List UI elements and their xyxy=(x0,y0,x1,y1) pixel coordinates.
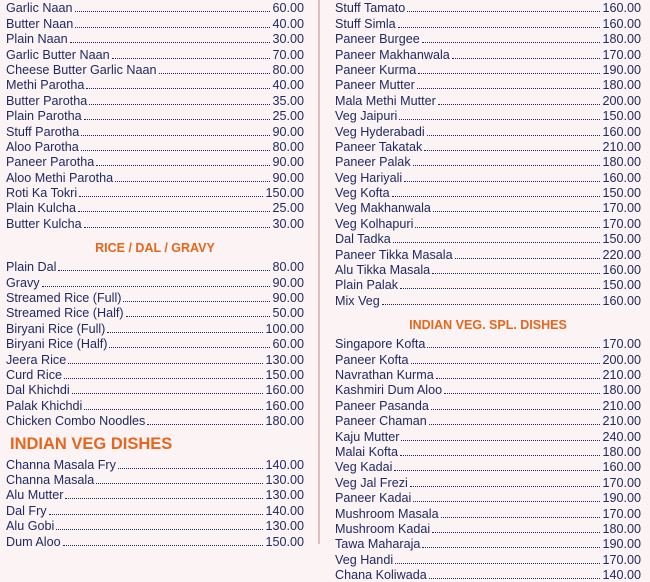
item-name: Malai Kofta xyxy=(335,444,398,459)
menu-item xyxy=(335,46,641,61)
item-price: 35.00 xyxy=(272,93,304,108)
item-name: Stuff Simla xyxy=(335,16,396,31)
item-price: 90.00 xyxy=(272,275,304,290)
dot-leader xyxy=(404,181,600,182)
menu-item xyxy=(6,0,304,15)
item-name: Butter Parotha xyxy=(6,93,88,108)
dot-leader xyxy=(96,483,263,484)
item-price: 170.00 xyxy=(602,47,641,62)
paneer-veg-list xyxy=(335,0,641,308)
dot-leader xyxy=(81,150,271,151)
item-name: Alu Tikka Masala xyxy=(335,263,431,278)
dot-leader xyxy=(89,104,270,105)
item-price: 180.00 xyxy=(602,32,641,47)
item-name: Dal Tadka xyxy=(335,232,391,247)
item-price: 150.00 xyxy=(265,534,304,549)
menu-item xyxy=(6,154,304,169)
item-name: Paneer Pasanda xyxy=(335,398,429,413)
item-name: Stuff Parotha xyxy=(6,124,80,139)
item-price: 190.00 xyxy=(602,491,641,506)
dot-leader xyxy=(418,73,600,74)
item-name: Curd Rice xyxy=(6,367,62,382)
item-name: Channa Masala Fry xyxy=(6,457,116,472)
item-price: 160.00 xyxy=(602,16,641,31)
item-name: Alu Mutter xyxy=(6,488,64,503)
menu-item xyxy=(6,15,304,30)
item-name: Alu Gobi xyxy=(6,519,55,534)
rice-dal-gravy-list xyxy=(6,259,304,428)
dot-leader xyxy=(436,378,601,379)
dot-leader xyxy=(65,498,263,499)
menu-item xyxy=(6,290,304,305)
item-price: 170.00 xyxy=(602,337,641,352)
item-name: Channa Masala xyxy=(6,472,95,487)
item-name: Palak Khichdi xyxy=(6,398,83,413)
menu-item xyxy=(335,231,641,246)
menu-item xyxy=(335,215,641,230)
menu-item xyxy=(6,92,304,107)
menu-item xyxy=(335,444,641,459)
item-price: 140.00 xyxy=(265,457,304,472)
item-name: Garlic Butter Naan xyxy=(6,47,110,62)
item-name: Paneer Chaman xyxy=(335,414,427,429)
item-price: 240.00 xyxy=(602,429,641,444)
menu-item xyxy=(6,518,304,533)
dot-leader xyxy=(394,470,600,471)
item-price: 170.00 xyxy=(602,475,641,490)
item-price: 25.00 xyxy=(272,109,304,124)
dot-leader xyxy=(444,393,600,394)
menu-item xyxy=(335,428,641,443)
menu-item xyxy=(6,62,304,77)
menu-item xyxy=(6,397,304,412)
menu-item xyxy=(335,490,641,505)
dot-leader xyxy=(75,11,271,12)
menu-item xyxy=(335,77,641,92)
item-name: Chana Koliwada xyxy=(335,568,427,582)
dot-leader xyxy=(413,501,600,502)
item-name: Plain Kulcha xyxy=(6,201,77,216)
item-name: Singapore Kofta xyxy=(335,337,426,352)
item-name: Veg Kolhapuri xyxy=(335,216,414,231)
indian-veg-spl-dishes-list xyxy=(335,336,641,582)
item-name: Dal Fry xyxy=(6,503,47,518)
breads-list xyxy=(6,0,304,231)
item-price: 140.00 xyxy=(602,568,641,582)
menu-item xyxy=(335,521,641,536)
item-name: Plain Naan xyxy=(6,32,68,47)
item-price: 90.00 xyxy=(272,124,304,139)
dot-leader xyxy=(84,227,271,228)
item-price: 80.00 xyxy=(272,139,304,154)
dot-leader xyxy=(411,363,601,364)
menu-item xyxy=(6,367,304,382)
dot-leader xyxy=(413,165,601,166)
item-price: 200.00 xyxy=(602,352,641,367)
menu-item xyxy=(6,472,304,487)
item-price: 80.00 xyxy=(272,260,304,275)
item-price: 160.00 xyxy=(602,263,641,278)
dot-leader xyxy=(410,486,601,487)
item-name: Veg Hyderabadi xyxy=(335,124,425,139)
indian-veg-dishes-heading: INDIAN VEG DISHES xyxy=(10,435,173,454)
item-name: Gravy xyxy=(6,275,40,290)
item-price: 150.00 xyxy=(265,186,304,201)
item-price: 190.00 xyxy=(602,537,641,552)
dot-leader xyxy=(400,288,600,289)
menu-item xyxy=(6,31,304,46)
item-name: Streamed Rice (Half) xyxy=(6,306,124,321)
dot-leader xyxy=(159,73,271,74)
item-price: 90.00 xyxy=(272,170,304,185)
menu-item xyxy=(6,320,304,335)
dot-leader xyxy=(427,347,600,348)
item-name: Biryani Rice (Full) xyxy=(6,321,106,336)
menu-item xyxy=(6,351,304,366)
indian-veg-dishes-list xyxy=(6,456,304,548)
item-price: 170.00 xyxy=(602,506,641,521)
menu-item xyxy=(6,108,304,123)
item-price: 30.00 xyxy=(272,32,304,47)
menu-item xyxy=(6,169,304,184)
dot-leader xyxy=(432,273,600,274)
dot-leader xyxy=(118,468,264,469)
item-price: 210.00 xyxy=(602,367,641,382)
dot-leader xyxy=(399,119,600,120)
menu-item xyxy=(335,382,641,397)
menu-item xyxy=(6,533,304,548)
menu-item xyxy=(6,77,304,92)
menu-item xyxy=(6,456,304,471)
dot-leader xyxy=(424,150,600,151)
item-name: Kaju Mutter xyxy=(335,429,400,444)
menu-item xyxy=(335,505,641,520)
item-name: Veg Jaipuri xyxy=(335,109,398,124)
item-name: Veg Kadai xyxy=(335,460,393,475)
dot-leader xyxy=(417,88,601,89)
menu-item xyxy=(6,123,304,138)
item-price: 180.00 xyxy=(602,444,641,459)
item-name: Streamed Rice (Full) xyxy=(6,291,122,306)
item-name: Tawa Maharaja xyxy=(335,537,421,552)
menu-item xyxy=(6,139,304,154)
item-price: 30.00 xyxy=(272,216,304,231)
item-price: 100.00 xyxy=(265,321,304,336)
menu-item xyxy=(335,123,641,138)
item-name: Veg Makhanwala xyxy=(335,201,431,216)
item-price: 150.00 xyxy=(602,186,641,201)
menu-item xyxy=(335,15,641,30)
item-name: Butter Kulcha xyxy=(6,216,82,231)
item-name: Veg Kofta xyxy=(335,186,390,201)
item-name: Veg Handi xyxy=(335,552,394,567)
menu-item xyxy=(335,336,641,351)
menu-item xyxy=(6,185,304,200)
menu-column-left xyxy=(6,0,304,549)
menu-item xyxy=(6,487,304,502)
item-name: Aloo Parotha xyxy=(6,139,79,154)
dot-leader xyxy=(72,393,264,394)
menu-item xyxy=(335,292,641,307)
menu-item xyxy=(335,413,641,428)
item-name: Butter Naan xyxy=(6,16,74,31)
dot-leader xyxy=(441,517,601,518)
item-name: Mushroom Kadai xyxy=(335,521,431,536)
menu-item xyxy=(335,474,641,489)
dot-leader xyxy=(86,88,270,89)
item-price: 70.00 xyxy=(272,47,304,62)
menu-item xyxy=(335,185,641,200)
dot-leader xyxy=(112,58,271,59)
menu-item xyxy=(6,336,304,351)
menu-item xyxy=(335,459,641,474)
item-price: 160.00 xyxy=(602,1,641,16)
item-price: 180.00 xyxy=(265,414,304,429)
item-price: 210.00 xyxy=(602,414,641,429)
item-price: 170.00 xyxy=(602,216,641,231)
item-price: 160.00 xyxy=(602,460,641,475)
item-name: Veg Hariyali xyxy=(335,170,403,185)
dot-leader xyxy=(407,11,600,12)
dot-leader xyxy=(431,409,601,410)
item-name: Chicken Combo Noodles xyxy=(6,414,146,429)
menu-item xyxy=(6,382,304,397)
item-name: Kashmiri Dum Aloo xyxy=(335,383,443,398)
menu-item xyxy=(335,139,641,154)
dot-leader xyxy=(452,58,601,59)
dot-leader xyxy=(64,378,263,379)
item-price: 180.00 xyxy=(602,383,641,398)
item-name: Cheese Butter Garlic Naan xyxy=(6,62,157,77)
menu-item xyxy=(335,367,641,382)
dot-leader xyxy=(70,42,271,43)
dot-leader xyxy=(49,514,264,515)
item-price: 150.00 xyxy=(265,367,304,382)
dot-leader xyxy=(455,258,601,259)
menu-item xyxy=(335,397,641,412)
dot-leader xyxy=(56,529,263,530)
item-price: 160.00 xyxy=(602,124,641,139)
item-price: 220.00 xyxy=(602,247,641,262)
menu-item xyxy=(335,31,641,46)
indian-veg-spl-dishes-heading: INDIAN VEG. SPL. DISHES xyxy=(409,317,567,332)
dot-leader xyxy=(432,532,600,533)
item-name: Methi Parotha xyxy=(6,78,85,93)
item-price: 40.00 xyxy=(272,16,304,31)
item-name: Plain Parotha xyxy=(6,109,82,124)
dot-leader xyxy=(429,424,601,425)
dot-leader xyxy=(123,301,270,302)
dot-leader xyxy=(395,563,600,564)
dot-leader xyxy=(81,135,270,136)
item-name: Paneer Takatak xyxy=(335,139,423,154)
item-price: 170.00 xyxy=(602,201,641,216)
menu-item xyxy=(6,274,304,289)
menu-item xyxy=(335,351,641,366)
menu-item xyxy=(6,259,304,274)
dot-leader xyxy=(392,196,601,197)
item-price: 160.00 xyxy=(265,398,304,413)
dot-leader xyxy=(429,578,601,579)
dot-leader xyxy=(147,424,263,425)
item-name: Roti Ka Tokri xyxy=(6,186,78,201)
rice-dal-gravy-heading: RICE / DAL / GRAVY xyxy=(95,240,215,255)
item-name: Paneer Parotha xyxy=(6,155,95,170)
item-name: Paneer Kurma xyxy=(335,62,417,77)
menu-item xyxy=(6,502,304,517)
dot-leader xyxy=(422,42,601,43)
dot-leader xyxy=(75,27,270,28)
dot-leader xyxy=(427,135,601,136)
menu-item xyxy=(6,46,304,61)
menu-item xyxy=(335,154,641,169)
item-price: 130.00 xyxy=(265,488,304,503)
item-price: 150.00 xyxy=(602,278,641,293)
menu-item xyxy=(6,305,304,320)
dot-leader xyxy=(79,196,263,197)
item-name: Mala Methi Mutter xyxy=(335,93,436,108)
dot-leader xyxy=(398,27,601,28)
menu-item xyxy=(335,169,641,184)
item-price: 80.00 xyxy=(272,62,304,77)
item-price: 210.00 xyxy=(602,398,641,413)
item-price: 150.00 xyxy=(602,232,641,247)
menu-item xyxy=(335,108,641,123)
item-price: 180.00 xyxy=(602,521,641,536)
item-price: 160.00 xyxy=(265,383,304,398)
item-name: Mix Veg xyxy=(335,293,380,308)
item-name: Paneer Palak xyxy=(335,155,411,170)
dot-leader xyxy=(42,286,271,287)
dot-leader xyxy=(415,227,600,228)
dot-leader xyxy=(382,304,601,305)
item-price: 130.00 xyxy=(265,519,304,534)
item-price: 60.00 xyxy=(272,1,304,16)
item-name: Paneer Mutter xyxy=(335,78,415,93)
item-price: 200.00 xyxy=(602,93,641,108)
item-price: 160.00 xyxy=(602,170,641,185)
item-name: Dum Aloo xyxy=(6,534,61,549)
item-name: Biryani Rice (Half) xyxy=(6,337,108,352)
dot-leader xyxy=(400,455,600,456)
dot-leader xyxy=(393,242,601,243)
item-name: Paneer Makhanwala xyxy=(335,47,450,62)
item-price: 60.00 xyxy=(272,337,304,352)
item-price: 190.00 xyxy=(602,62,641,77)
menu-item xyxy=(6,413,304,428)
item-name: Paneer Tikka Masala xyxy=(335,247,453,262)
item-name: Jeera Rice xyxy=(6,352,67,367)
menu-item xyxy=(335,62,641,77)
dot-leader xyxy=(58,270,270,271)
menu-item xyxy=(335,0,641,15)
menu-item xyxy=(335,92,641,107)
menu-item xyxy=(335,246,641,261)
menu-item xyxy=(335,551,641,566)
item-price: 90.00 xyxy=(272,155,304,170)
dot-leader xyxy=(401,440,600,441)
item-name: Paneer Kadai xyxy=(335,491,412,506)
dot-leader xyxy=(126,316,271,317)
item-name: Plain Dal xyxy=(6,260,57,275)
dot-leader xyxy=(84,409,263,410)
dot-leader xyxy=(109,347,270,348)
item-price: 130.00 xyxy=(265,352,304,367)
dot-leader xyxy=(438,104,601,105)
dot-leader xyxy=(433,211,601,212)
item-name: Stuff Tamato xyxy=(335,1,406,16)
item-price: 150.00 xyxy=(602,109,641,124)
item-price: 140.00 xyxy=(265,503,304,518)
item-name: Mushroom Masala xyxy=(335,506,439,521)
menu-item xyxy=(335,262,641,277)
menu-item xyxy=(335,567,641,582)
item-price: 160.00 xyxy=(602,293,641,308)
item-name: Dal Khichdi xyxy=(6,383,70,398)
menu-item xyxy=(6,215,304,230)
menu-column-right xyxy=(335,0,641,582)
dot-leader xyxy=(96,165,270,166)
menu-item xyxy=(335,200,641,215)
item-name: Veg Jal Frezi xyxy=(335,475,408,490)
item-price: 210.00 xyxy=(602,139,641,154)
item-price: 25.00 xyxy=(272,201,304,216)
dot-leader xyxy=(107,332,263,333)
item-name: Paneer Burgee xyxy=(335,32,420,47)
dot-leader xyxy=(422,547,600,548)
item-name: Aloo Methi Parotha xyxy=(6,170,114,185)
item-price: 180.00 xyxy=(602,78,641,93)
item-price: 170.00 xyxy=(602,552,641,567)
dot-leader xyxy=(84,119,271,120)
dot-leader xyxy=(63,545,264,546)
dot-leader xyxy=(78,211,270,212)
menu-item xyxy=(335,277,641,292)
item-name: Navrathan Kurma xyxy=(335,367,434,382)
item-name: Garlic Naan xyxy=(6,1,73,16)
dot-leader xyxy=(115,181,270,182)
item-name: Paneer Kofta xyxy=(335,352,409,367)
item-price: 180.00 xyxy=(602,155,641,170)
item-name: Plain Palak xyxy=(335,278,399,293)
item-price: 40.00 xyxy=(272,78,304,93)
item-price: 130.00 xyxy=(265,472,304,487)
dot-leader xyxy=(68,363,263,364)
item-price: 90.00 xyxy=(272,291,304,306)
item-price: 50.00 xyxy=(272,306,304,321)
column-divider xyxy=(318,0,320,544)
menu-item xyxy=(6,200,304,215)
